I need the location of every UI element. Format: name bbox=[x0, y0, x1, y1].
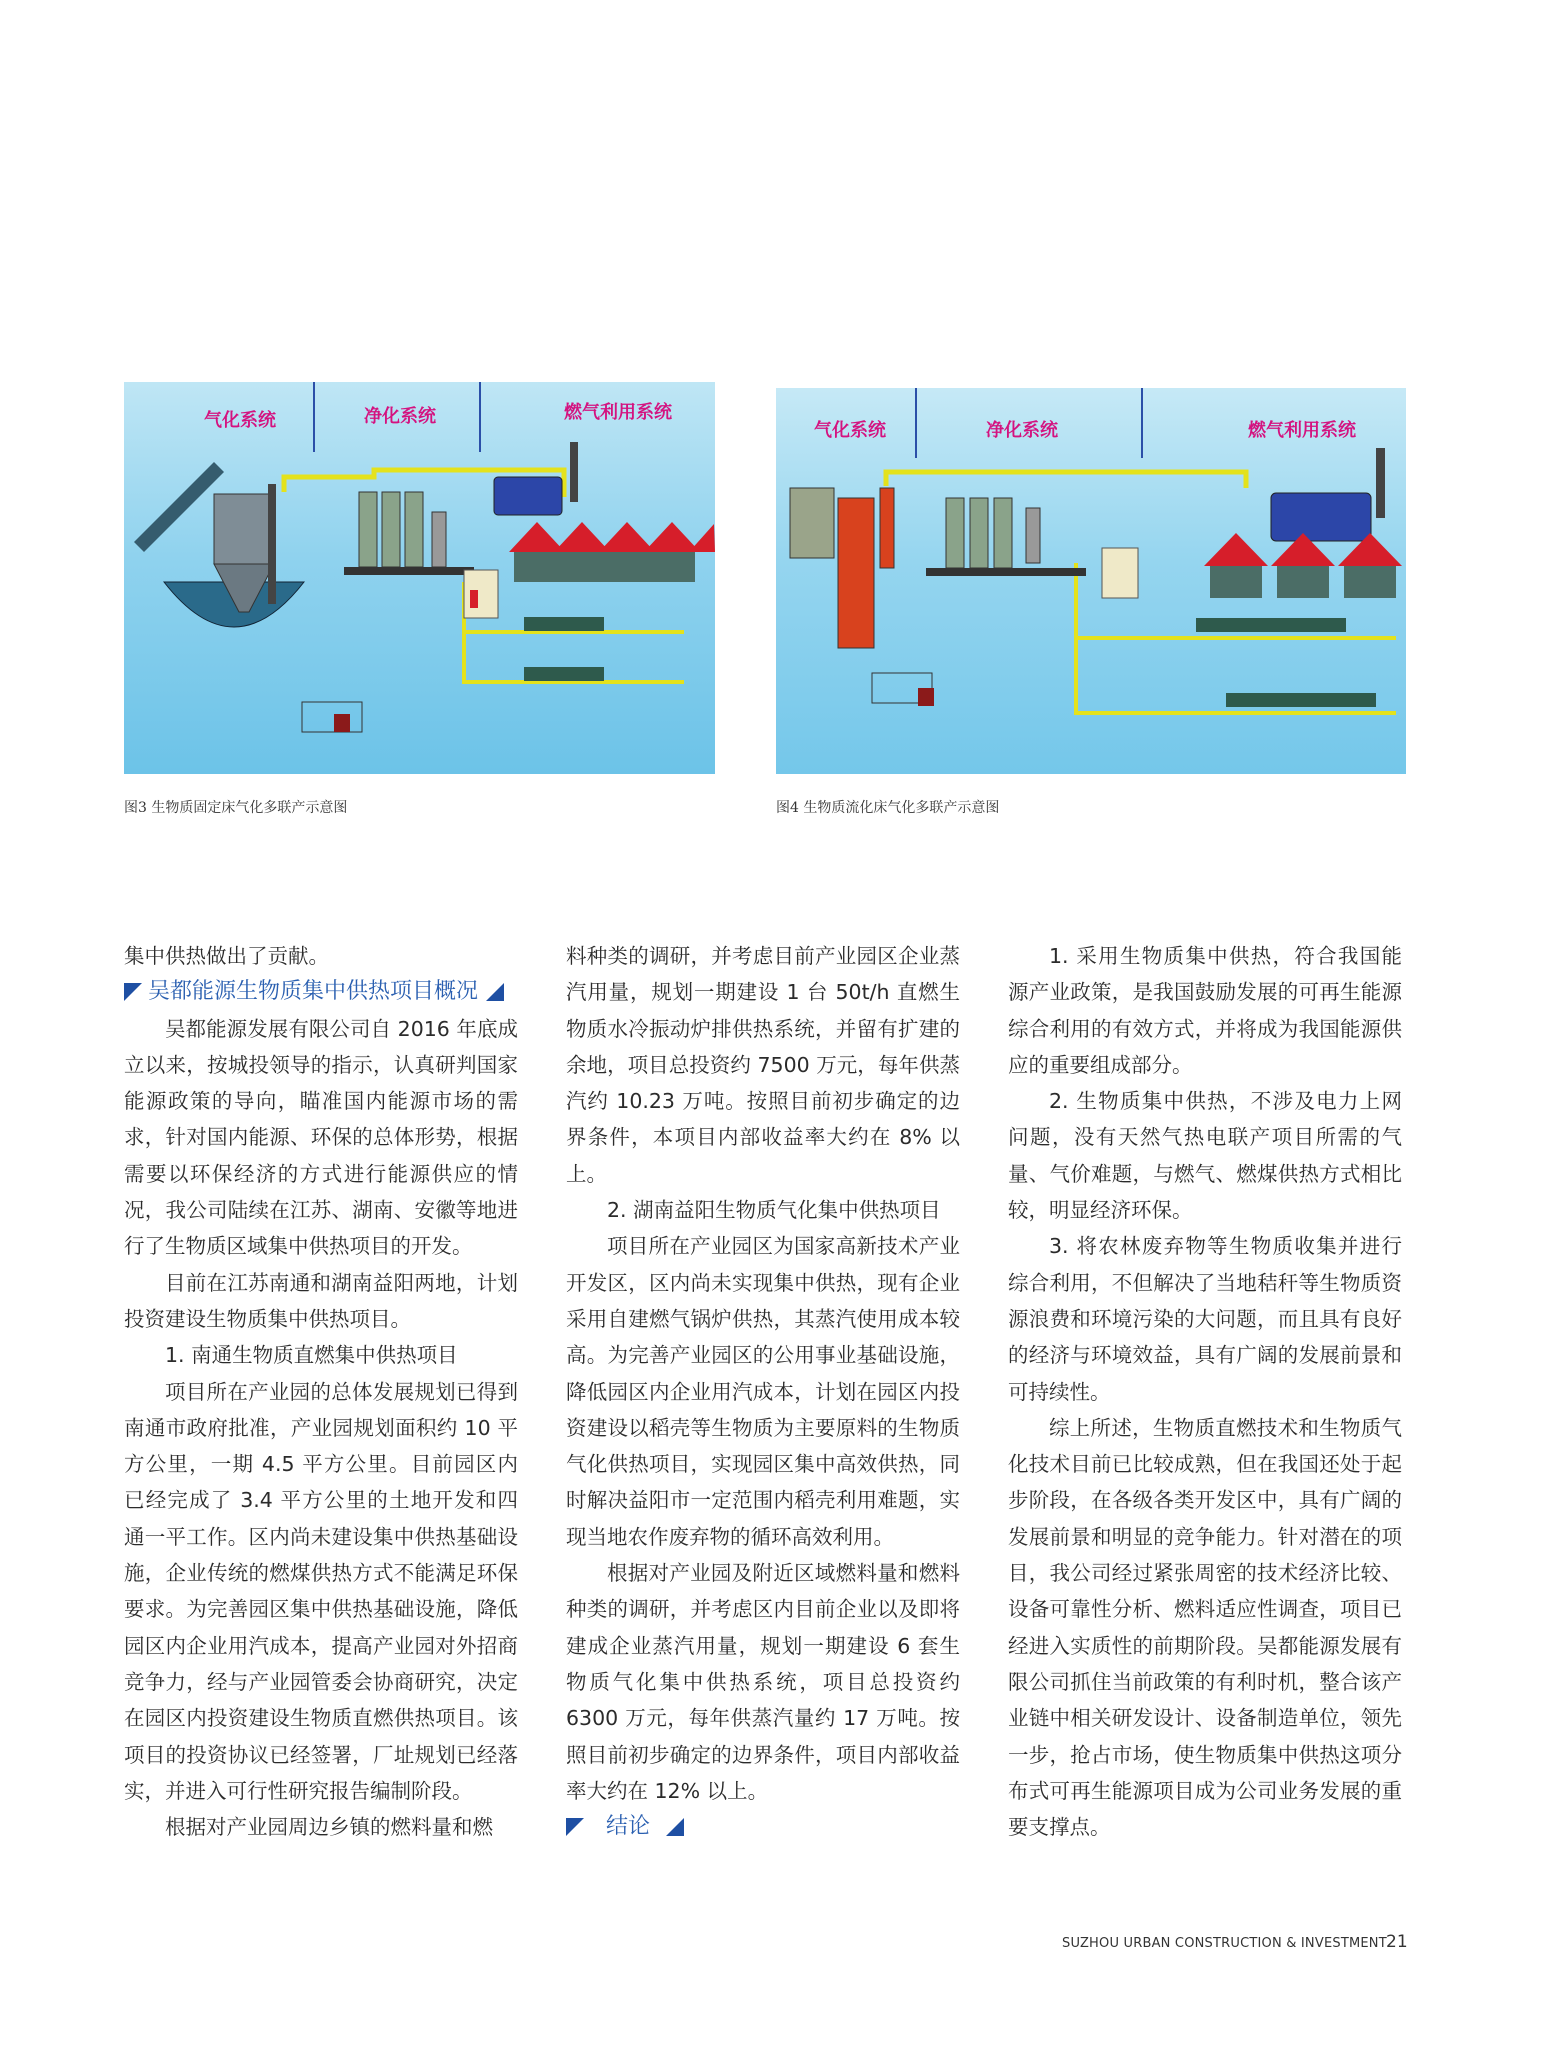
section-heading-text: 结论 bbox=[606, 1814, 651, 1840]
paragraph: 项目所在产业园区为国家高新技术产业开发区，区内尚未实现集中供热，现有企业采用自建燃气锅炉供热，其蒸汽使用成本较高。为完善产业园区的公用事业基础设施，降低园区内企业用汽成本，计划在园区内投资建设以稻壳等生物质为主要原料的生物质气化供热项目，实现园区集中高效供热，同时解决益阳市一定范围内稻壳利用难题，实现当地农作废弃物的循环高效利用。 bbox=[566, 1234, 960, 1549]
section-heading-conclusion bbox=[566, 1809, 960, 1845]
heading-marker-right-icon bbox=[666, 1818, 684, 1836]
fluidized-bed-process-illustration bbox=[776, 388, 1406, 774]
paragraph: 2. 生物质集中供热，不涉及电力上网问题，没有天然气热电联产项目所需的气量、气价难题，与燃气、燃煤供热方式相比较，明显经济环保。 bbox=[1008, 1089, 1402, 1223]
paragraph: 吴都能源发展有限公司自 2016 年底成立以来，按城投领导的指示，认真研判国家能源政策的导向，瞄准国内能源市场的需求，针对国内能源、环保的总体形势，根据需要以环保经济的方式进行能源供应的情况，我公司陆续在江苏、湖南、安徽等地进行了生物质区域集中供热项目的开发。 bbox=[124, 1016, 518, 1259]
figure4-label-gas-utilization: 燃气利用系统 bbox=[1248, 420, 1356, 441]
paragraph: 目前在江苏南通和湖南益阳两地，计划投资建设生物质集中供热项目。 bbox=[124, 1270, 518, 1331]
heading-marker-left-icon bbox=[566, 1818, 584, 1836]
figure3-label-gasification: 气化系统 bbox=[204, 410, 276, 431]
paragraph: 综上所述，生物质直燃技术和生物质气化技术目前已比较成熟，但在我国还处于起步阶段，在各级各类开发区中，具有广阔的发展前景和明显的竞争能力。针对潜在的项目，我公司经过紧张周密的技术经济比较、设备可靠性分析、燃料适应性调查，项目已经进入实质性的前期阶段。吴都能源发展有限公司抓住当前政策的有利时机，整合该产业链中相关研发设计、设备制造单位，领先一步，抢占市场，使生物质集中供热这项分布式可再生能源项目成为公司业务发展的重要支撑点。 bbox=[1008, 1415, 1402, 1840]
section-heading-text: 吴都能源生物质集中供热项目概况 bbox=[148, 979, 479, 1005]
figure3-caption: 图3 生物质固定床气化多联产示意图 bbox=[124, 800, 348, 816]
heading-marker-left-icon bbox=[124, 983, 142, 1001]
paragraph: 项目所在产业园的总体发展规划已得到南通市政府批准，产业园规划面积约 10 平方公里，一期 4.5 平方公里。目前园区内已经完成了 3.4 平方公里的土地开发和四通一平工作。区内尚未建设集中供热基础设施，企业传统的燃煤供热方式不能满足环保要求。为完善园区集中供热基础设施，降低园区内企业用汽成本，提高产业园对外招商竞争力，经与产业园管委会协商研究，决定在园区内投资建设生物质直燃供热项目。该项目的投资协议已经签署，厂址规划已经落实，并进入可行性研究报告编制阶段。 bbox=[124, 1379, 518, 1803]
subheading: 2. 湖南益阳生物质气化集中供热项目 bbox=[607, 1198, 941, 1223]
paragraph: 1. 采用生物质集中供热，符合我国能源产业政策，是我国鼓励发展的可再生能源综合利用的有效方式，并将成为我国能源供应的重要组成部分。 bbox=[1008, 944, 1402, 1077]
paragraph: 根据对产业园周边乡镇的燃料量和燃 bbox=[165, 1815, 493, 1840]
magazine-footer: SUZHOU URBAN CONSTRUCTION & INVESTMENT bbox=[1062, 1936, 1387, 1951]
fixed-bed-process-illustration bbox=[124, 382, 715, 774]
page-number: 21 bbox=[1386, 1932, 1408, 1952]
paragraph: 根据对产业园及附近区域燃料量和燃料种类的调研，并考虑区内目前企业以及即将建成企业蒸汽用量，规划一期建设 6 套生物质气化集中供热系统，项目总投资约 6300 万元，每年供蒸汽量约 17 万吨。按照目前初步确定的边界条件，项目内部收益率大约在 12% 以上。 bbox=[566, 1561, 960, 1803]
paragraph: 3. 将农林废弃物等生物质收集并进行综合利用，不但解决了当地秸秆等生物质资源浪费和环境污染的大问题，而且具有良好的经济与环境效益，具有广阔的发展前景和可持续性。 bbox=[1008, 1234, 1402, 1404]
paragraph: 料种类的调研，并考虑目前产业园区企业蒸汽用量，规划一期建设 1 台 50t/h 直燃生物质水冷振动炉排供热系统，并留有扩建的余地，项目总投资约 7500 万元，每年供蒸汽约 10.23 万吨。按照目前初步确定的边界条件，本项目内部收益率大约在 8% 以上。 bbox=[566, 944, 960, 1186]
text-column-2 bbox=[566, 938, 960, 1845]
heading-marker-right-icon bbox=[486, 983, 504, 1001]
text-column-3 bbox=[1008, 938, 1402, 1845]
figure4-caption: 图4 生物质流化床气化多联产示意图 bbox=[776, 800, 1000, 816]
figure-fluidized-bed-diagram bbox=[776, 388, 1406, 774]
figure3-label-gas-utilization: 燃气利用系统 bbox=[564, 402, 672, 423]
house-row bbox=[509, 522, 715, 582]
figure3-label-purification: 净化系统 bbox=[364, 406, 436, 427]
figure-fixed-bed-diagram bbox=[124, 382, 715, 774]
figure4-label-purification: 净化系统 bbox=[986, 420, 1058, 441]
figure4-label-gasification: 气化系统 bbox=[814, 420, 886, 441]
paragraph: 集中供热做出了贡献。 bbox=[124, 944, 329, 968]
subheading: 1. 南通生物质直燃集中供热项目 bbox=[165, 1343, 458, 1368]
section-heading-project-overview bbox=[124, 974, 518, 1010]
text-column-1 bbox=[124, 938, 518, 1845]
